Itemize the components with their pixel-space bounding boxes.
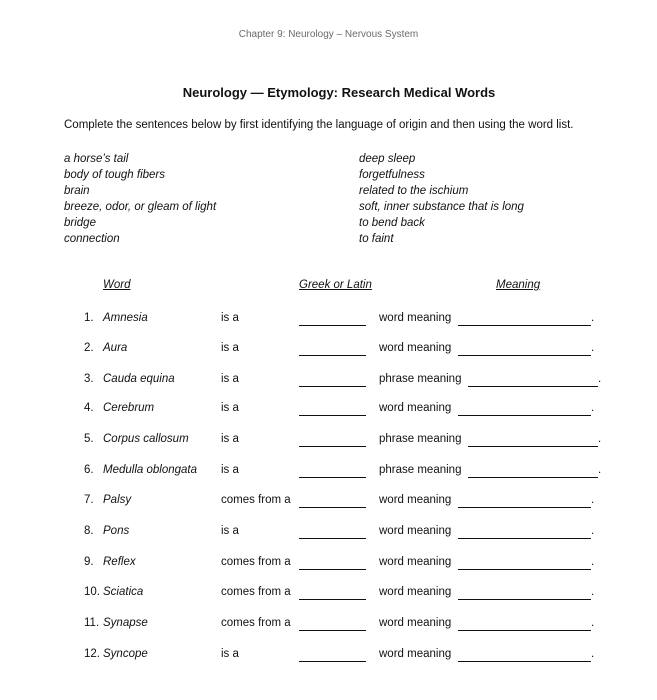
row-period: .: [591, 648, 595, 660]
medical-term: Syncope: [103, 648, 148, 660]
origin-blank[interactable]: [299, 661, 366, 662]
row-number: 2.: [84, 342, 94, 354]
table-row: [0, 402, 657, 420]
word-list-item: brain: [64, 185, 90, 197]
row-period: .: [591, 586, 595, 598]
row-kind: phrase meaning: [379, 433, 462, 445]
word-list-item: deep sleep: [359, 153, 416, 165]
origin-blank[interactable]: [299, 355, 366, 356]
row-period: .: [591, 342, 595, 354]
row-number: 8.: [84, 525, 94, 537]
word-list-item: connection: [64, 233, 120, 245]
row-number: 7.: [84, 494, 94, 506]
table-row: [0, 525, 657, 543]
meaning-blank[interactable]: [458, 507, 591, 508]
row-verb: is a: [221, 373, 239, 385]
row-number: 9.: [84, 556, 94, 568]
word-list-item: to faint: [359, 233, 394, 245]
row-number: 6.: [84, 464, 94, 476]
row-verb: is a: [221, 342, 239, 354]
row-period: .: [591, 556, 595, 568]
medical-term: Cerebrum: [103, 402, 155, 414]
row-verb: is a: [221, 525, 239, 537]
row-number: 5.: [84, 433, 94, 445]
row-number: 3.: [84, 373, 94, 385]
row-number: 1.: [84, 312, 94, 324]
meaning-blank[interactable]: [458, 661, 591, 662]
medical-term: Medulla oblongata: [103, 464, 197, 476]
medical-term: Aura: [103, 342, 128, 354]
row-period: .: [598, 464, 602, 476]
instructions: Complete the sentences below by first identifying the language of origin and then using the word list.: [64, 119, 574, 131]
table-row: [0, 433, 657, 451]
word-list-item: to bend back: [359, 217, 425, 229]
table-row: [0, 342, 657, 360]
word-list-item: bridge: [64, 217, 96, 229]
origin-blank[interactable]: [299, 630, 366, 631]
row-period: .: [591, 312, 595, 324]
column-header-origin: Greek or Latin: [299, 279, 372, 291]
row-number: 10.: [84, 586, 100, 598]
meaning-blank[interactable]: [458, 599, 591, 600]
row-verb: comes from a: [221, 617, 291, 629]
row-verb: is a: [221, 433, 239, 445]
page-title: Neurology — Etymology: Research Medical Words: [182, 85, 496, 100]
word-list-right: [359, 151, 524, 247]
row-kind: word meaning: [379, 648, 452, 660]
table-row: [0, 373, 657, 391]
row-kind: phrase meaning: [379, 373, 462, 385]
word-list-item: related to the ischium: [359, 185, 469, 197]
meaning-blank[interactable]: [468, 477, 598, 478]
meaning-blank[interactable]: [458, 569, 591, 570]
row-kind: word meaning: [379, 402, 452, 414]
row-period: .: [598, 433, 602, 445]
row-verb: is a: [221, 648, 239, 660]
meaning-blank[interactable]: [468, 386, 598, 387]
column-header-meaning: Meaning: [496, 279, 541, 291]
table-row: [0, 494, 657, 512]
row-verb: comes from a: [221, 586, 291, 598]
row-verb: is a: [221, 464, 239, 476]
meaning-blank[interactable]: [468, 446, 598, 447]
origin-blank[interactable]: [299, 569, 366, 570]
medical-term: Synapse: [103, 617, 148, 629]
chapter-header: Chapter 9: Neurology – Nervous System: [238, 29, 419, 40]
medical-term: Reflex: [103, 556, 136, 568]
word-list-item: breeze, odor, or gleam of light: [64, 201, 217, 213]
row-verb: comes from a: [221, 494, 291, 506]
table-row: [0, 586, 657, 604]
column-header-word: Word: [103, 279, 131, 291]
row-period: .: [591, 617, 595, 629]
medical-term: Corpus callosum: [103, 433, 189, 445]
word-list-item: soft, inner substance that is long: [359, 201, 524, 213]
row-period: .: [591, 402, 595, 414]
row-kind: word meaning: [379, 312, 452, 324]
meaning-blank[interactable]: [458, 325, 591, 326]
origin-blank[interactable]: [299, 446, 366, 447]
row-verb: comes from a: [221, 556, 291, 568]
medical-term: Amnesia: [103, 312, 148, 324]
row-kind: word meaning: [379, 586, 452, 598]
row-kind: word meaning: [379, 556, 452, 568]
origin-blank[interactable]: [299, 538, 366, 539]
origin-blank[interactable]: [299, 386, 366, 387]
row-period: .: [598, 373, 602, 385]
table-row: [0, 617, 657, 635]
table-row: [0, 464, 657, 482]
word-list-item: body of tough fibers: [64, 169, 166, 181]
row-number: 4.: [84, 402, 94, 414]
origin-blank[interactable]: [299, 415, 366, 416]
row-kind: word meaning: [379, 617, 452, 629]
row-kind: word meaning: [379, 494, 452, 506]
medical-term: Palsy: [103, 494, 132, 506]
row-verb: is a: [221, 402, 239, 414]
table-row: [0, 312, 657, 330]
word-list-item: forgetfulness: [359, 169, 425, 181]
origin-blank[interactable]: [299, 507, 366, 508]
medical-term: Pons: [103, 525, 130, 537]
meaning-blank[interactable]: [458, 538, 591, 539]
row-verb: is a: [221, 312, 239, 324]
origin-blank[interactable]: [299, 599, 366, 600]
row-kind: phrase meaning: [379, 464, 462, 476]
row-period: .: [591, 494, 595, 506]
row-kind: word meaning: [379, 525, 452, 537]
meaning-blank[interactable]: [458, 630, 591, 631]
row-number: 12.: [84, 648, 100, 660]
table-row: [0, 556, 657, 574]
table-row: [0, 648, 657, 666]
medical-term: Cauda equina: [103, 373, 175, 385]
word-list-item: a horse’s tail: [64, 153, 129, 165]
origin-blank[interactable]: [299, 477, 366, 478]
origin-blank[interactable]: [299, 325, 366, 326]
meaning-blank[interactable]: [458, 415, 591, 416]
row-number: 11.: [84, 617, 100, 629]
row-kind: word meaning: [379, 342, 452, 354]
row-period: .: [591, 525, 595, 537]
medical-term: Sciatica: [103, 586, 144, 598]
word-list-left: [64, 151, 216, 247]
meaning-blank[interactable]: [458, 355, 591, 356]
